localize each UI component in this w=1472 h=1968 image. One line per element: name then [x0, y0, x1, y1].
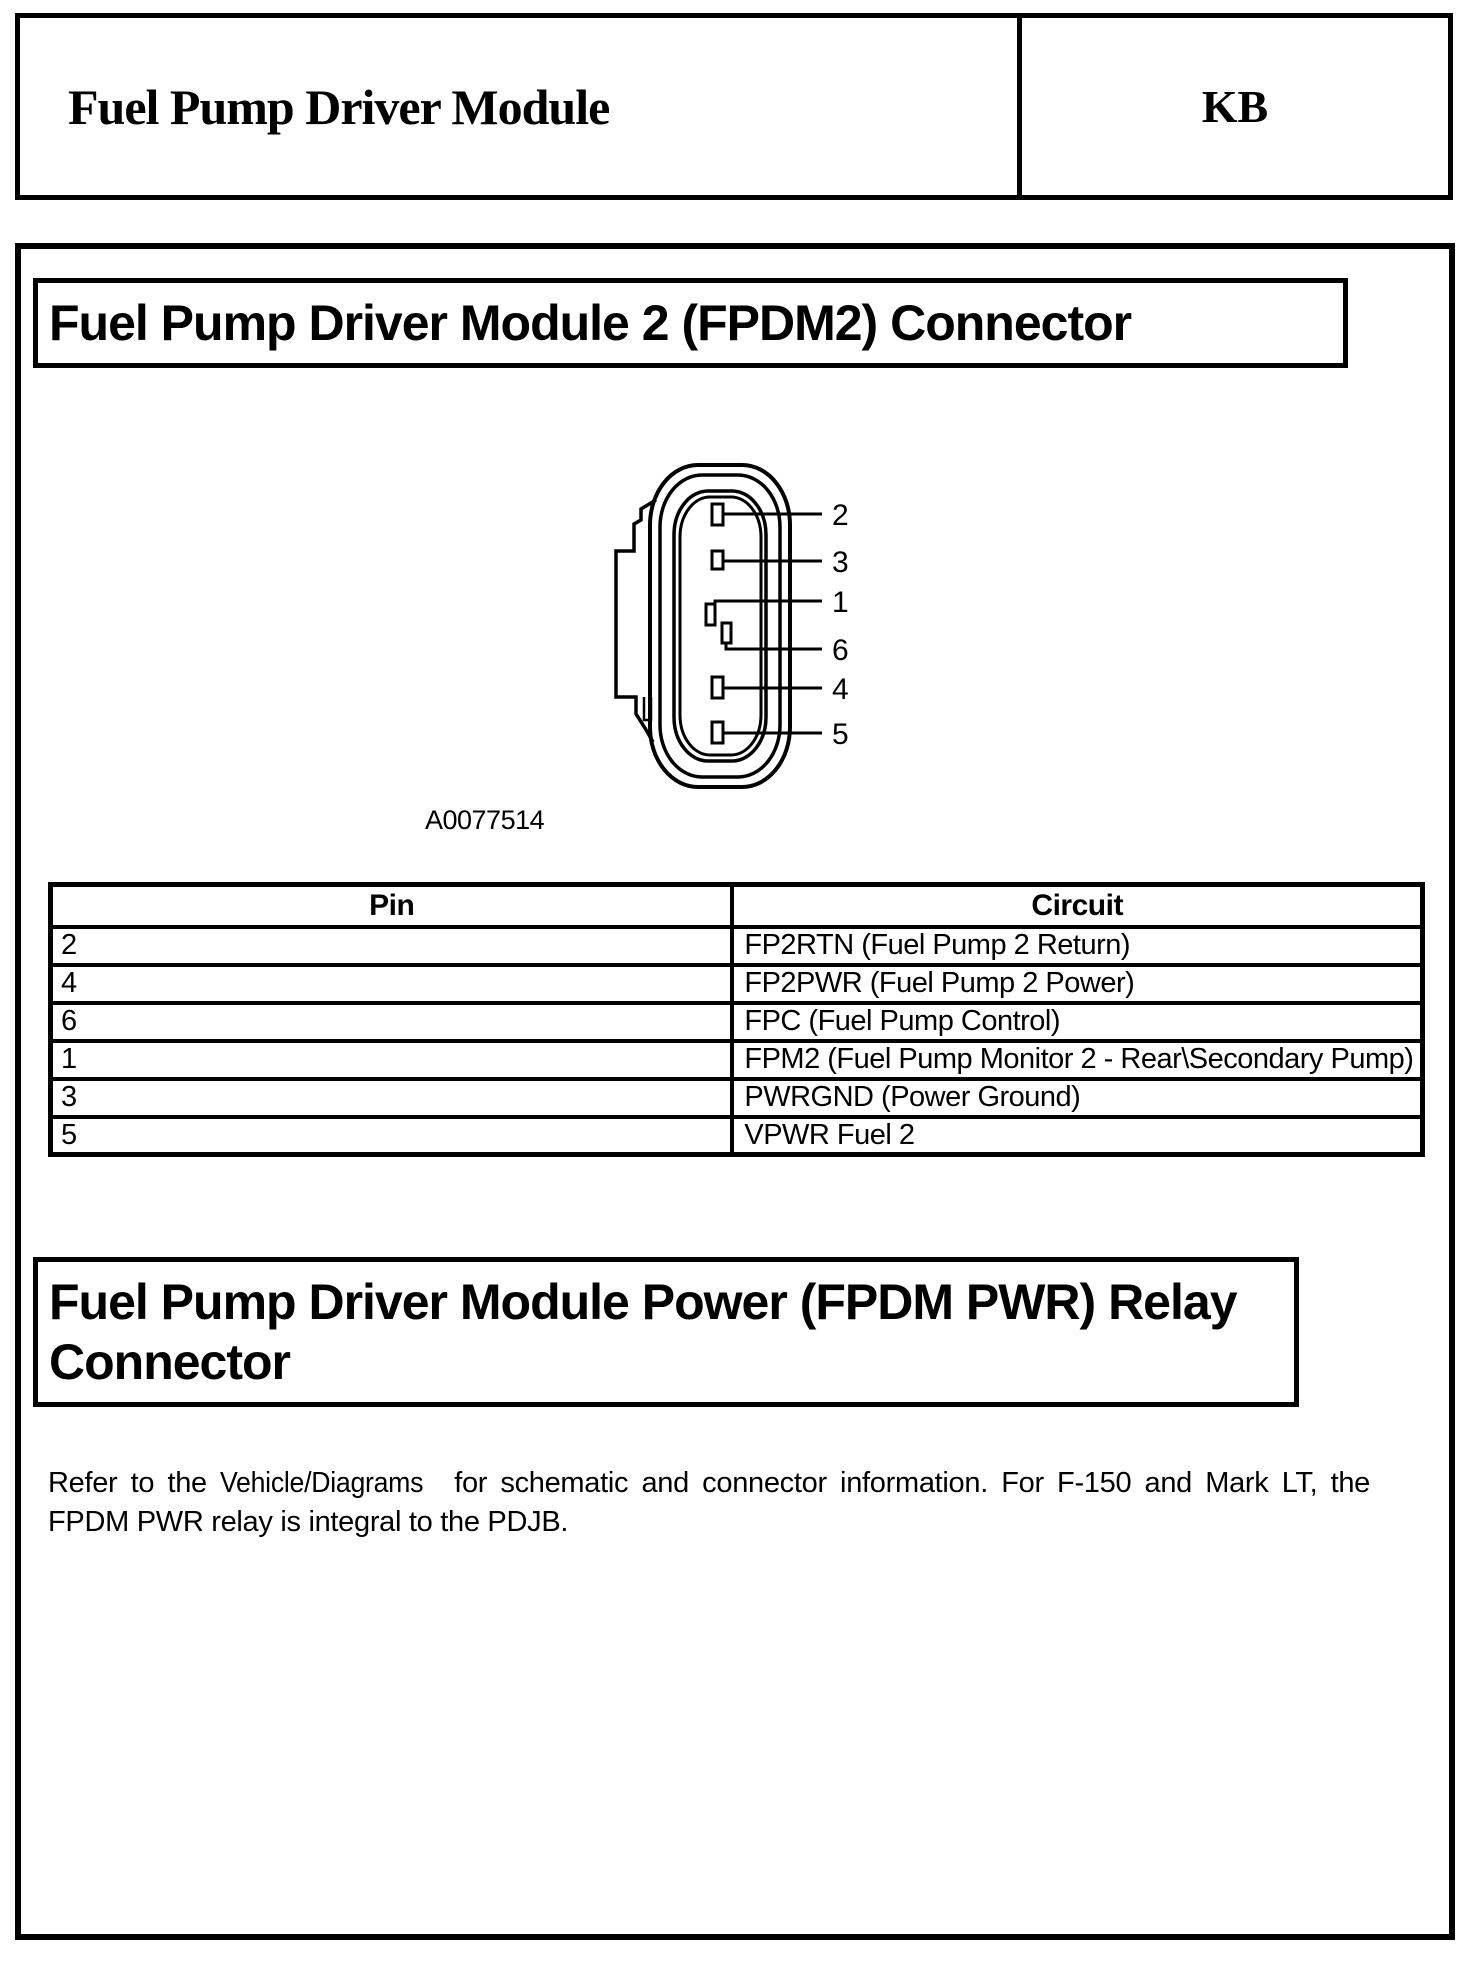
- leader-line-1: [715, 601, 822, 606]
- circuit-cell: FP2PWR (Fuel Pump 2 Power): [732, 965, 1422, 1003]
- circuit-cell: PWRGND (Power Ground): [732, 1079, 1422, 1117]
- pin-5: [712, 722, 723, 743]
- table-row: [51, 1041, 1423, 1079]
- pin-4: [712, 677, 723, 698]
- header-section-code: KB: [1201, 81, 1269, 132]
- pin-6: [722, 623, 731, 643]
- pin-label-3: 3: [832, 546, 849, 579]
- pin-cell: 1: [51, 1041, 733, 1079]
- pin-cell: 5: [51, 1117, 733, 1155]
- content-frame: [15, 243, 1455, 1940]
- section-heading-fpdm2-connector: Fuel Pump Driver Module 2 (FPDM2) Connector: [49, 295, 1132, 351]
- pin-2: [712, 504, 723, 525]
- circuit-cell: FPM2 (Fuel Pump Monitor 2 - Rear\Secondary Pump): [732, 1041, 1422, 1079]
- paragraph-text-before: Refer to the: [48, 1467, 221, 1499]
- section-heading-box-fpdm-pwr: [33, 1257, 1299, 1407]
- connector-diagram-svg: [600, 452, 865, 797]
- body-paragraph: [48, 1464, 1370, 1542]
- table-header-row: [51, 885, 1423, 927]
- table-row: [51, 965, 1423, 1003]
- figure-caption: A0077514: [425, 805, 545, 835]
- pin-circuit-table: [48, 882, 1425, 1157]
- pin-cell: 4: [51, 965, 733, 1003]
- leader-line-6: [726, 643, 822, 649]
- section-heading-box-fpdm2: [33, 278, 1348, 368]
- pin-3: [712, 551, 723, 569]
- circuit-cell: FP2RTN (Fuel Pump 2 Return): [732, 927, 1422, 965]
- page-header: [15, 13, 1453, 200]
- pin-label-6: 6: [832, 634, 849, 667]
- pin-label-2: 2: [832, 499, 849, 532]
- table-row: [51, 1117, 1423, 1155]
- pin-label-1: 1: [832, 586, 849, 619]
- vehicle-diagrams-link[interactable]: Vehicle/Diagrams: [220, 1467, 424, 1499]
- table-row: [51, 1079, 1423, 1117]
- circuit-cell: VPWR Fuel 2: [732, 1117, 1422, 1155]
- column-header-circuit: Circuit: [732, 885, 1422, 927]
- header-title-cell: [20, 18, 1022, 195]
- section-heading-fpdm-pwr-relay: Fuel Pump Driver Module Power (FPDM PWR) Relay Connector: [49, 1274, 1237, 1390]
- pin-cell: 2: [51, 927, 733, 965]
- connector-diagram: [600, 452, 865, 797]
- table-row: [51, 1003, 1423, 1041]
- page-title: Fuel Pump Driver Module: [68, 78, 610, 135]
- pin-cell: 3: [51, 1079, 733, 1117]
- connector-tab-notch: [644, 697, 651, 720]
- table-row: [51, 927, 1423, 965]
- pin-1: [706, 604, 715, 625]
- circuit-cell: FPC (Fuel Pump Control): [732, 1003, 1422, 1041]
- column-header-pin: Pin: [51, 885, 733, 927]
- pin-label-5: 5: [832, 718, 849, 751]
- paragraph-text-after: for schematic and connector information. For F-150 and Mark LT, the FPDM PWR relay is integral to the PDJB.: [48, 1467, 1370, 1538]
- pin-cell: 6: [51, 1003, 733, 1041]
- pin-label-4: 4: [832, 673, 849, 706]
